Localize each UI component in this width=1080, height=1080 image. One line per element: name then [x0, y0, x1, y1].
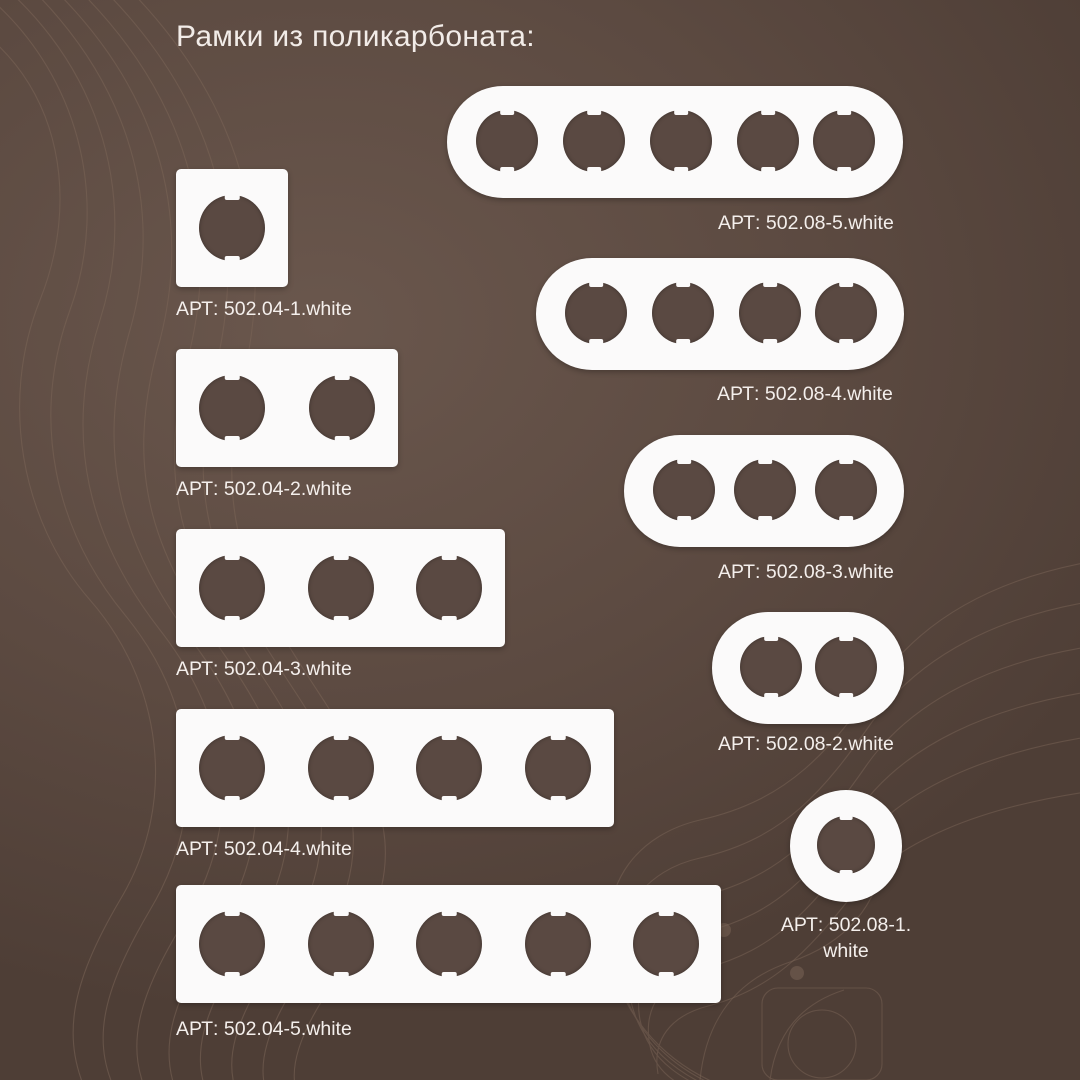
- product-502-08-3[interactable]: [624, 435, 904, 547]
- cutout: [817, 816, 875, 874]
- cutout: [652, 282, 714, 344]
- cutout: [416, 735, 482, 801]
- caption-502-04-1: АРТ: 502.04-1.white: [176, 298, 352, 320]
- cutout: [565, 282, 627, 344]
- cutout: [525, 911, 591, 977]
- product-502-04-4[interactable]: [176, 709, 614, 827]
- caption-line-1: АРТ: 502.08-1.: [780, 914, 912, 936]
- frame-pill-1: [790, 790, 902, 902]
- caption-502-08-4: АРТ: 502.08-4.white: [717, 383, 893, 405]
- frame-rect-3: [176, 529, 505, 647]
- cutout: [199, 735, 265, 801]
- cutout: [815, 459, 877, 521]
- cutout: [739, 282, 801, 344]
- cutout: [653, 459, 715, 521]
- caption-502-08-5: АРТ: 502.08-5.white: [718, 212, 894, 234]
- caption-502-08-1: [770, 912, 922, 965]
- caption-502-04-5: АРТ: 502.04-5.white: [176, 1018, 352, 1040]
- frame-rect-5: [176, 885, 721, 1003]
- cutout: [633, 911, 699, 977]
- product-502-04-5[interactable]: [176, 885, 721, 1003]
- cutout: [199, 195, 265, 261]
- frame-pill-4: [536, 258, 904, 370]
- frame-pill-2: [712, 612, 904, 724]
- cutout: [416, 911, 482, 977]
- cutout: [199, 375, 265, 441]
- frame-pill-3: [624, 435, 904, 547]
- cutout: [650, 110, 712, 172]
- cutout: [737, 110, 799, 172]
- caption-line-2: white: [823, 940, 869, 963]
- cutout: [308, 911, 374, 977]
- product-502-04-2[interactable]: [176, 349, 398, 467]
- product-502-04-1[interactable]: [176, 169, 288, 287]
- cutout: [199, 555, 265, 621]
- cutout: [525, 735, 591, 801]
- cutout: [199, 911, 265, 977]
- cutout: [813, 110, 875, 172]
- frame-rect-1: [176, 169, 288, 287]
- frame-rect-2: [176, 349, 398, 467]
- product-502-08-2[interactable]: [712, 612, 904, 724]
- cutout: [815, 282, 877, 344]
- cutout: [563, 110, 625, 172]
- product-502-08-1[interactable]: [790, 790, 902, 902]
- caption-502-08-2: АРТ: 502.08-2.white: [718, 733, 894, 755]
- caption-502-08-3: АРТ: 502.08-3.white: [718, 561, 894, 583]
- cutout: [476, 110, 538, 172]
- product-502-04-3[interactable]: [176, 529, 505, 647]
- page-title: Рамки из поликарбоната:: [176, 20, 535, 53]
- caption-502-04-3: АРТ: 502.04-3.white: [176, 658, 352, 680]
- caption-502-04-2: АРТ: 502.04-2.white: [176, 478, 352, 500]
- cutout: [815, 636, 877, 698]
- cutout: [308, 555, 374, 621]
- frame-pill-5: [447, 86, 903, 198]
- cutout: [740, 636, 802, 698]
- product-502-08-5[interactable]: [447, 86, 903, 198]
- product-502-08-4[interactable]: [536, 258, 904, 370]
- frame-rect-4: [176, 709, 614, 827]
- cutout: [734, 459, 796, 521]
- cutout: [308, 735, 374, 801]
- cutout: [309, 375, 375, 441]
- cutout: [416, 555, 482, 621]
- caption-502-04-4: АРТ: 502.04-4.white: [176, 838, 352, 860]
